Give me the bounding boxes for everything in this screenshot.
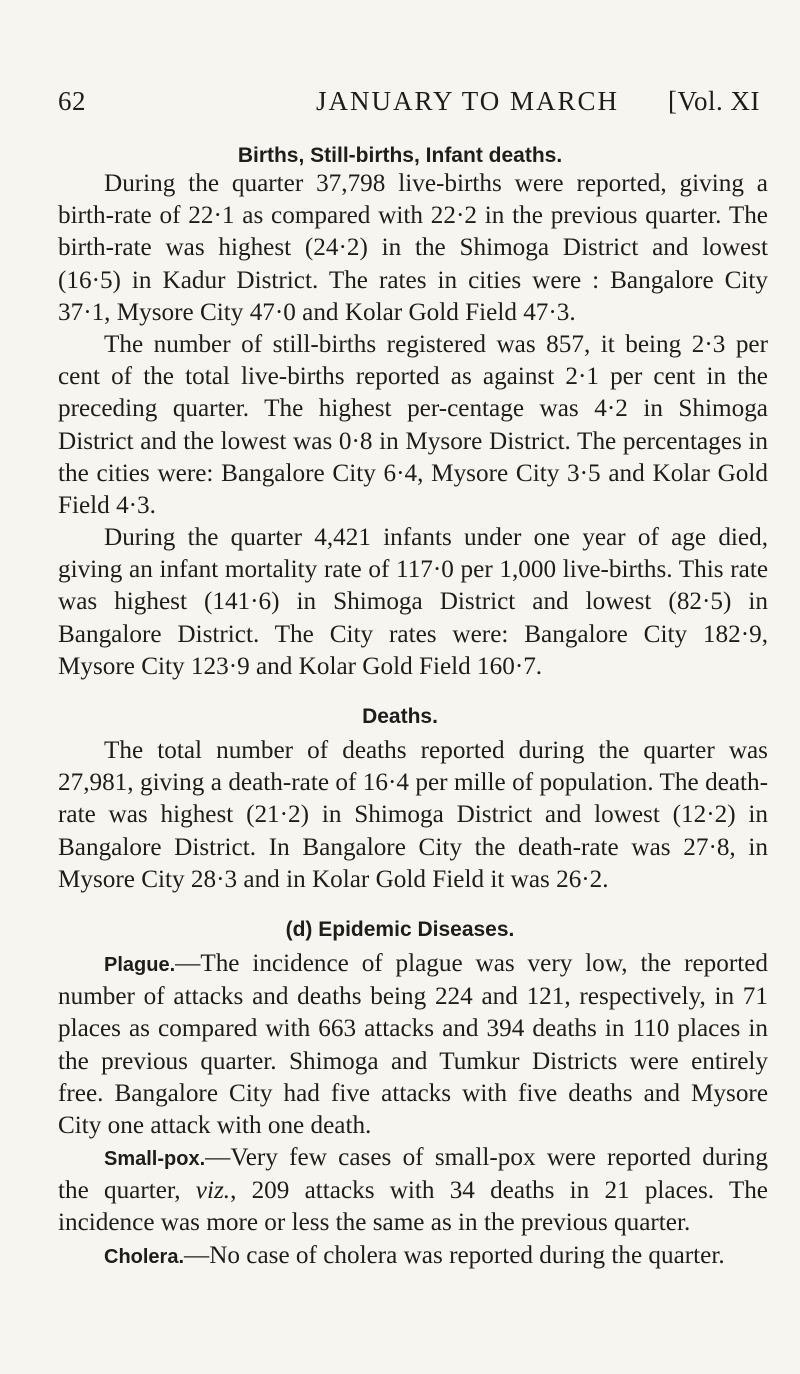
births-heading: Births, Still-births, Infant deaths. bbox=[237, 144, 563, 167]
small-pox-viz: viz. bbox=[195, 1177, 231, 1205]
deaths-heading: Deaths. bbox=[362, 705, 438, 728]
plague-paragraph bbox=[58, 948, 768, 1142]
small-pox-label: Small-pox. bbox=[104, 1148, 206, 1170]
cholera-text: —No case of cholera was reported during the quarter. bbox=[184, 1242, 725, 1269]
small-pox-text-a: —Very few cases of small-pox were reported during the quarter, bbox=[58, 1144, 768, 1205]
small-pox-paragraph bbox=[58, 1142, 768, 1240]
running-title: JANUARY TO MARCH bbox=[316, 86, 620, 116]
cholera-label: Cholera. bbox=[104, 1246, 185, 1268]
deaths-paragraph: The total number of deaths reported during the quarter was 27,981, giving a death-rate of 16·4 per mille of population. The death-rate was highest (21·2) in Shimoga District and lowest (12·2) in Bangalore District. In Bangalore City the death-rate was 27·8, in Mysore City 28·3 and in Kolar Gold Field it was 26·2. bbox=[58, 737, 768, 893]
plague-text: —The incidence of plague was very low, the reported number of attacks and deaths being 224 and 121, respectively, in 71 places as compared with 663 attacks and 394 deaths in 110 places in the previous quarter. Shimoga and Tumkur Districts were entirely free. Bangalore City had five attacks with five deaths and Mysore City one attack with one death. bbox=[58, 950, 768, 1140]
running-header bbox=[58, 86, 760, 122]
page-number: 62 bbox=[58, 86, 86, 116]
births-paragraph-1: During the quarter 37,798 live-births were reported, giving a birth-rate of 22·1 as compared with 22·2 in the previous quarter. The birth-rate was highest (24·2) in the Shimoga District and lowest (16·5) in Kadur District. The rates in cities were : Bangalore City 37·1, Mysore City 47·0 and Kolar Gold Field 47·3. bbox=[58, 170, 768, 326]
epidemic-diseases-heading: (d) Epidemic Diseases. bbox=[285, 918, 515, 941]
plague-label: Plague. bbox=[104, 954, 176, 976]
still-births-paragraph: The number of still-births registered was 857, it being 2·3 per cent of the total live-births reported as against 2·1 per cent in the preceding quarter. The highest per-centage was 4·2 in Shimoga District and the lowest was 0·8 in Mysore District. The percentages in the cities were: Bangalore City 6·4, Mysore City 3·5 and Kolar Gold Field 4·3. bbox=[58, 331, 768, 520]
cholera-paragraph bbox=[58, 1240, 768, 1273]
infant-deaths-paragraph: During the quarter 4,421 infants under one year of age died, giving an infant mortality rate of 117·0 per 1,000 live-births. This rate was highest (141·6) in Shimoga District and lowest (82·5) in Bangalore District. The City rates were: Bangalore City 182·9, Mysore City 123·9 and Kolar Gold Field 160·7. bbox=[58, 524, 768, 680]
small-pox-text-b: , 209 attacks with 34 deaths in 21 places. The incidence was more or less the same as in the previous quarter. bbox=[58, 1177, 768, 1237]
volume-label: [Vol. XI bbox=[667, 86, 760, 116]
